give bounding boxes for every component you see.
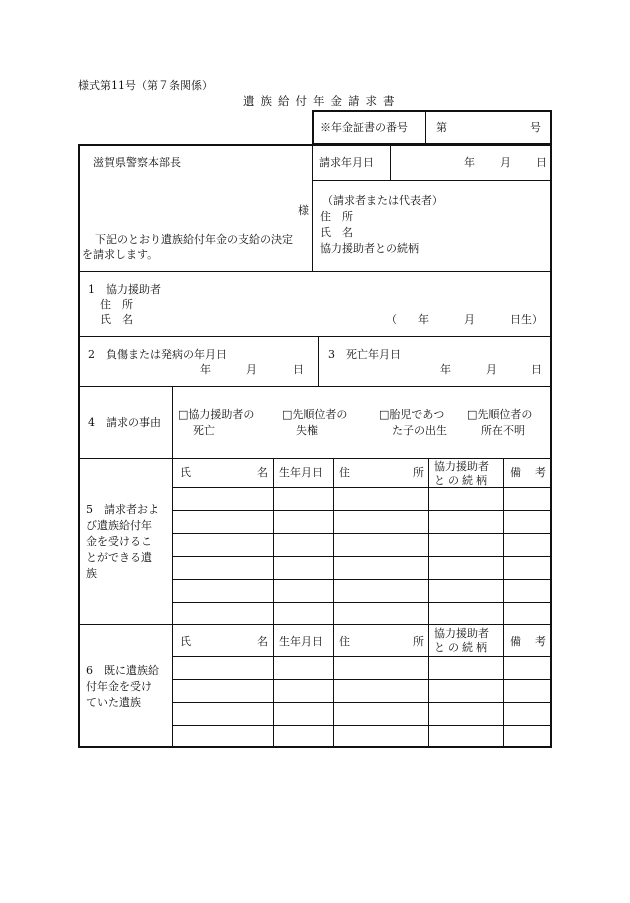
section3-date-field[interactable] — [390, 361, 540, 376]
requester-address-field[interactable] — [365, 208, 545, 223]
pension-certificate-dai: 第 — [436, 121, 447, 134]
section4-title: 4 請求の事由 — [88, 416, 161, 429]
addressee-name: 滋賀県警察本部長 — [93, 156, 181, 169]
section5-table-body[interactable] — [173, 488, 552, 624]
section1-name-label: 氏 名 — [100, 313, 133, 326]
request-date-day: 日 — [536, 156, 547, 169]
section6-table-body[interactable] — [173, 657, 552, 746]
section1-title: 1 協力援助者 — [88, 283, 161, 296]
requester-heading: （請求者または代表者） — [322, 194, 443, 207]
section2-month: 月 — [246, 363, 257, 376]
requester-name-field[interactable] — [365, 224, 545, 239]
form-id: 様式第11号（第７条関係） — [78, 79, 213, 92]
request-date-month: 月 — [500, 156, 511, 169]
section2-day: 日 — [293, 363, 304, 376]
request-text-line2: を請求します。 — [82, 248, 159, 261]
requester-relation-label: 協力援助者との続柄 — [320, 242, 419, 255]
section2-title: 2 負傷または発病の年月日 — [88, 348, 227, 361]
section1-birth-year: 年 — [418, 313, 429, 326]
section1-birth-day: 日生） — [510, 313, 543, 326]
pension-certificate-number-field[interactable] — [430, 115, 520, 141]
section3-day: 日 — [531, 363, 542, 376]
form-title: 遺族給付年金請求書 — [243, 94, 401, 108]
request-text-line1: 下記のとおり遺族給付年金の支給の決定 — [95, 233, 293, 246]
section3-month: 月 — [486, 363, 497, 376]
section1-name-field[interactable] — [140, 312, 380, 326]
requester-address-label: 住 所 — [320, 210, 353, 223]
section1-address-label: 住 所 — [100, 298, 133, 311]
requester-name-label: 氏 名 — [320, 226, 353, 239]
section2-date-field[interactable] — [150, 361, 300, 376]
section3-title: 3 死亡年月日 — [328, 348, 401, 361]
pension-certificate-label: ※年金証書の番号 — [320, 121, 408, 134]
request-date-year: 年 — [464, 156, 475, 169]
request-date-field[interactable] — [395, 148, 545, 176]
section1-address-field[interactable] — [140, 296, 540, 310]
section1-birth-open: （ — [386, 313, 397, 326]
section2-year: 年 — [200, 363, 211, 376]
request-date-label: 請求年月日 — [319, 156, 374, 169]
requester-relation-field[interactable] — [430, 240, 545, 255]
section1-birth-month: 月 — [464, 313, 475, 326]
addressee-sama: 様 — [298, 204, 309, 217]
section3-year: 年 — [440, 363, 451, 376]
pension-certificate-go: 号 — [530, 121, 541, 134]
